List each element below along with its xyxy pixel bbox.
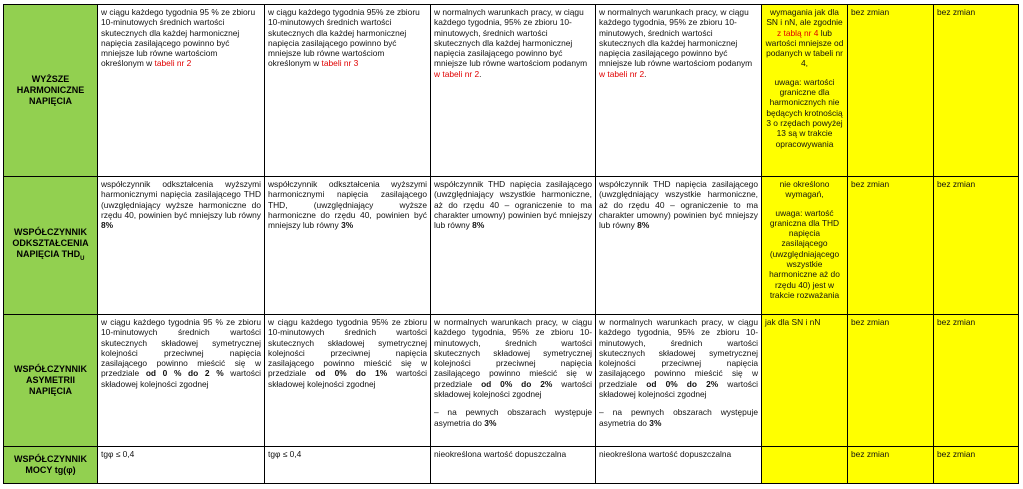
cell-c3: w normalnych warunkach pracy, w ciągu każdego tygodnia, 95% ze zbioru 10-minutowych, średnich wartości skutecznych dla każdej harmonicznej napięcia zasilającego powinno być mniejsze lub równe wartościom podanym w tabeli nr 2. <box>431 5 596 177</box>
table-row <box>4 315 1019 447</box>
cell-c7: bez zmian <box>934 177 1019 315</box>
cell-c7: bez zmian <box>934 447 1019 484</box>
cell-c2: współczynnik odkształcenia wyższymi harmonicznymi napięcia zasilającego THD, (uwzględniający wyższe harmoniczne do rzędu 40, powinien być mniejszy lub równy 3% <box>265 177 431 315</box>
cell-c3: w normalnych warunkach pracy, w ciągu każdego tygodnia, 95% ze zbioru 10-minutowych, średnich wartości skutecznych składowej symetrycznej kolejności przeciwnej napięcia zasilającego powinno mieścić się w przedziale od 0% do 2% wartości składowej kolejności zgodnej – na pewnych obszarach występuje asymetria do 3% <box>431 315 596 447</box>
row-header-harmonics: WYŻSZE HARMONICZNE NAPIĘCIA <box>4 5 98 177</box>
cell-c4: w normalnych warunkach pracy, w ciągu każdego tygodnia, 95% ze zbioru 10-minutowych, średnich wartości skutecznych dla każdej harmonicznej napięcia zasilającego powinno być mniejsze lub równe wartościom podanym w tabeli nr 2. <box>596 5 762 177</box>
cell-c6: bez zmian <box>848 5 934 177</box>
cell-c3: nieokreślona wartość dopuszczalna <box>431 447 596 484</box>
requirements-table <box>3 4 1019 484</box>
cell-c5: jak dla SN i nN <box>762 315 848 447</box>
cell-c7: bez zmian <box>934 315 1019 447</box>
cell-c1: w ciągu każdego tygodnia 95 % ze zbioru 10-minutowych średnich wartości skutecznych dla każdej harmonicznej napięcia zasilającego powinno być mniejsze lub równe wartościom określonym w tabeli nr 2 <box>98 5 265 177</box>
cell-c5: nie określono wymagań, uwaga: wartość graniczna dla THD napięcia zasilającego (uwzględniającego wszystkie harmoniczne aż do rzędu 40) jest w trakcie rozważania <box>762 177 848 315</box>
cell-c5: wymagania jak dla SN i nN, ale zgodnie z tablą nr 4 lub wartości mniejsze od podanych w tabeli nr 4, uwaga: wartości graniczne dla harmonicznych nie będących krotnością 3 o rzędach powyżej 13 są w trakcie opracowywania <box>762 5 848 177</box>
table-row <box>4 447 1019 484</box>
row-header-asymmetry: WSPÓŁCZYNNIK ASYMETRII NAPIĘCIA <box>4 315 98 447</box>
cell-c3: współczynnik THD napięcia zasilającego (uwzględniający wszystkie harmoniczne, aż do rzędu 40 – ograniczenie to ma charakter umowny) powinien być mniejszy lub równy 8% <box>431 177 596 315</box>
cell-c1: w ciągu każdego tygodnia 95 % ze zbioru 10-minutowych średnich wartości skutecznych składowej symetrycznej kolejności przeciwnej napięcia zasilającego powinno mieścić się w przedziale od 0 % do 2 % wartości składowej kolejności zgodnej <box>98 315 265 447</box>
cell-c1: współczynnik odkształcenia wyższymi harmonicznymi napięcia zasilającego THD (uwzględniający wyższe harmoniczne do rzędu 40, powinien być mniejszy lub równy 8% <box>98 177 265 315</box>
cell-c6: bez zmian <box>848 177 934 315</box>
cell-c7: bez zmian <box>934 5 1019 177</box>
cell-c4: w normalnych warunkach pracy, w ciągu każdego tygodnia, 95% ze zbioru 10-minutowych, średnich wartości skutecznych składowej symetrycznej kolejności przeciwnej napięcia zasilającego powinno mieścić się w przedziale od 0% do 2% wartości składowej kolejności zgodnej – na pewnych obszarach występuje asymetria do 3% <box>596 315 762 447</box>
cell-c6: bez zmian <box>848 315 934 447</box>
table-row <box>4 177 1019 315</box>
table-row <box>4 5 1019 177</box>
cell-c1: tgφ ≤ 0,4 <box>98 447 265 484</box>
row-header-thd: WSPÓŁCZYNNIK ODKSZTAŁCENIA NAPIĘCIA $THD_U$ <box>4 177 98 315</box>
cell-c6: bez zmian <box>848 447 934 484</box>
cell-c4: współczynnik THD napięcia zasilającego (uwzględniający wszystkie harmoniczne, aż do rzędu 40 – ograniczenie to ma charakter umowny) powinien być mniejszy lub równy 8% <box>596 177 762 315</box>
cell-c5 <box>762 447 848 484</box>
row-header-power-factor: WSPÓŁCZYNNIK MOCY tg(φ) <box>4 447 98 484</box>
cell-c2: tgφ ≤ 0,4 <box>265 447 431 484</box>
cell-c2: w ciągu każdego tygodnia 95% ze zbioru 10-minutowych średnich wartości skutecznych dla każdej harmonicznej napięcia zasilającego powinno być mniejsze lub równe wartościom określonym w tabeli nr 3 <box>265 5 431 177</box>
cell-c2: w ciągu każdego tygodnia 95% ze zbioru 10-minutowych średnich wartości skutecznych składowej symetrycznej kolejności przeciwnej napięcia zasilającego powinno mieścić się w przedziale od 0% do 1% wartości składowej kolejności zgodnej <box>265 315 431 447</box>
cell-c4: nieokreślona wartość dopuszczalna <box>596 447 762 484</box>
